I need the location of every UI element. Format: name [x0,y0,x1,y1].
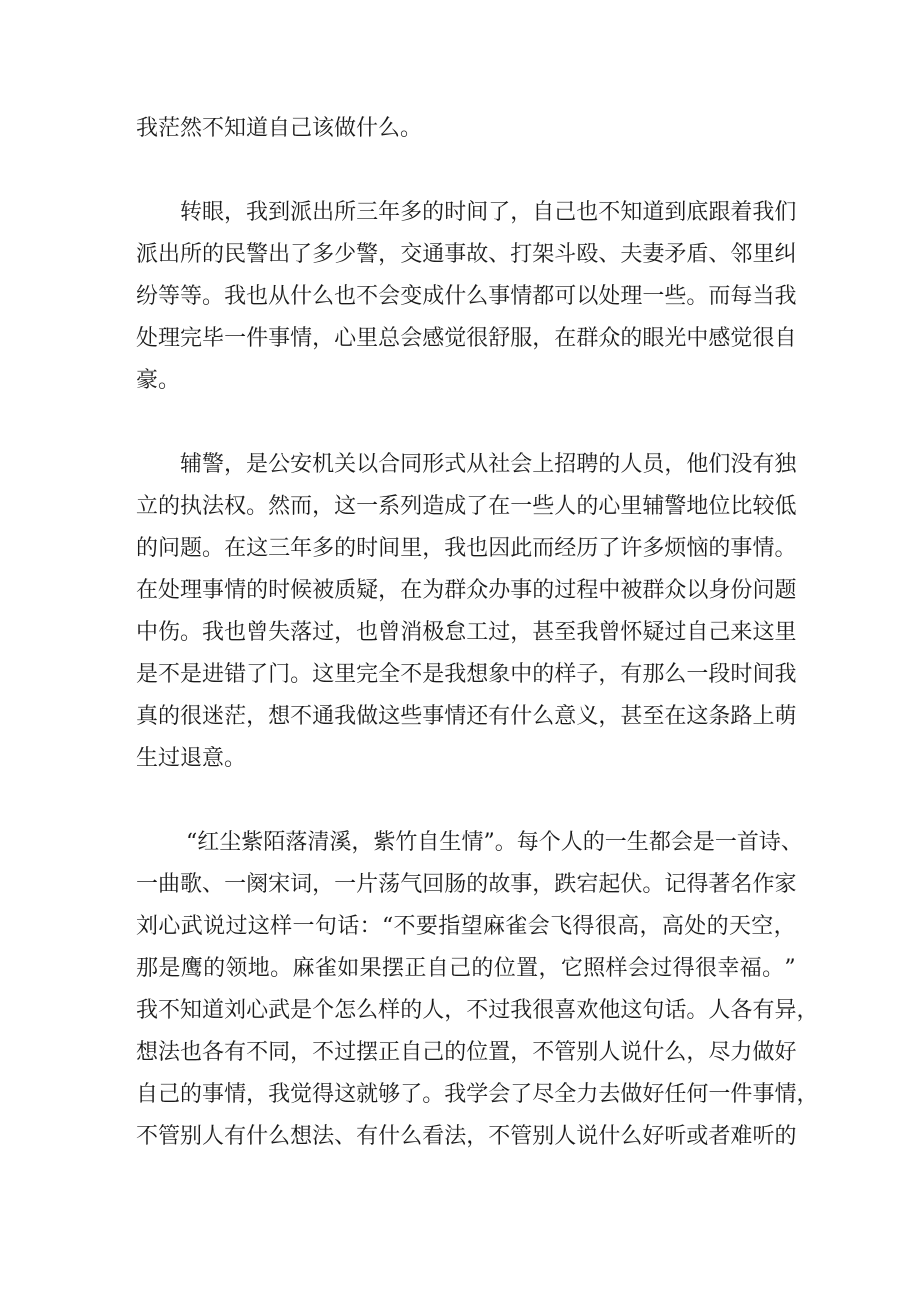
paragraph-line: 立 的 执 法 权 。 然 而 ， 这 一 系 列 造 成 了 在 一 些 人 的 心 里 辅 警 地 位 比 较 低 [136,494,797,519]
paragraph-line: 我 不 知 道 刘 心 武 是 个 怎 么 样 的 人 ， 不 过 我 很 喜 欢 他 这 句 话 。 人 各 有 异 ， [136,998,819,1023]
paragraph [136,444,796,780]
paragraph-line: 我茫然不知道自己该做什么。 [136,116,423,141]
paragraph-line: 不 管 别 人 有 什 么 想 法 、 有 什 么 看 法 ， 不 管 别 人 说 什 么 好 听 或 者 难 听 的 [136,1124,797,1149]
paragraph-gap [136,402,796,444]
paragraph-line: 自 己 的 事 情 ， 我 觉 得 这 就 够 了 。 我 学 会 了 尽 全 力 去 做 好 任 何 一 件 事 情 ， [136,1082,819,1107]
paragraph-line: “ 红 尘 紫 陌 落 清 溪 ， 紫 竹 自 生 情 ” 。 每 个 人 的 一 生 都 会 是 一 首 诗 、 [186,830,803,855]
paragraph-line: 生过退意。 [136,746,247,771]
paragraph-line: 辅 警 ， 是 公 安 机 关 以 合 同 形 式 从 社 会 上 招 聘 的 人 员 ， 他 们 没 有 独 [180,452,797,477]
paragraph [136,822,819,1158]
paragraph [136,192,796,402]
document-body [136,108,819,1158]
paragraph-line: 是 不 是 进 错 了 门 。 这 里 完 全 不 是 我 想 象 中 的 样 子 ， 有 那 么 一 段 时 间 我 [136,662,797,687]
paragraph-line: 的 问 题 。 在 这 三 年 多 的 时 间 里 ， 我 也 因 此 而 经 历 了 许 多 烦 恼 的 事 情 。 [136,536,797,561]
paragraph-line: 在 处 理 事 情 的 时 候 被 质 疑 ， 在 为 群 众 办 事 的 过 程 中 被 群 众 以 身 份 问 题 [136,578,797,603]
paragraph [136,108,796,150]
paragraph-gap [136,150,796,192]
paragraph-line: 处 理 完 毕 一 件 事 情 ， 心 里 总 会 感 觉 很 舒 服 ， 在 群 众 的 眼 光 中 感 觉 很 自 [136,326,797,351]
paragraph-line: 刘 心 武 说 过 这 样 一 句 话 ： “ 不 要 指 望 麻 雀 会 飞 得 很 高 ， 高 处 的 天 空 ， [136,914,796,939]
paragraph-gap [136,780,796,822]
paragraph-line: 派 出 所 的 民 警 出 了 多 少 警 ， 交 通 事 故 、 打 架 斗 殴 、 夫 妻 矛 盾 、 邻 里 纠 [136,242,797,267]
paragraph-line: 真 的 很 迷 茫 ， 想 不 通 我 做 这 些 事 情 还 有 什 么 意 义 ， 甚 至 在 这 条 路 上 萌 [136,704,797,729]
paragraph-line: 一 曲 歌 、 一 阕 宋 词 ， 一 片 荡 气 回 肠 的 故 事 ， 跌 宕 起 伏 。 记 得 著 名 作 家 [136,872,797,897]
paragraph-line: 想 法 也 各 有 不 同 ， 不 过 摆 正 自 己 的 位 置 ， 不 管 别 人 说 什 么 ， 尽 力 做 好 [136,1040,797,1065]
paragraph-line: 纷 等 等 。 我 也 从 什 么 也 不 会 变 成 什 么 事 情 都 可 以 处 理 一 些 。 而 每 当 我 [136,284,797,309]
paragraph-line: 转 眼 ， 我 到 派 出 所 三 年 多 的 时 间 了 ， 自 己 也 不 知 道 到 底 跟 着 我 们 [180,200,797,225]
paragraph-line: 那 是 鹰 的 领 地 。 麻 雀 如 果 摆 正 自 己 的 位 置 ， 它 照 样 会 过 得 很 幸 福 。 ” [136,956,796,981]
paragraph-line: 豪。 [136,368,181,393]
paragraph-line: 中 伤 。 我 也 曾 失 落 过 ， 也 曾 消 极 怠 工 过 ， 甚 至 我 曾 怀 疑 过 自 己 来 这 里 [136,620,797,645]
